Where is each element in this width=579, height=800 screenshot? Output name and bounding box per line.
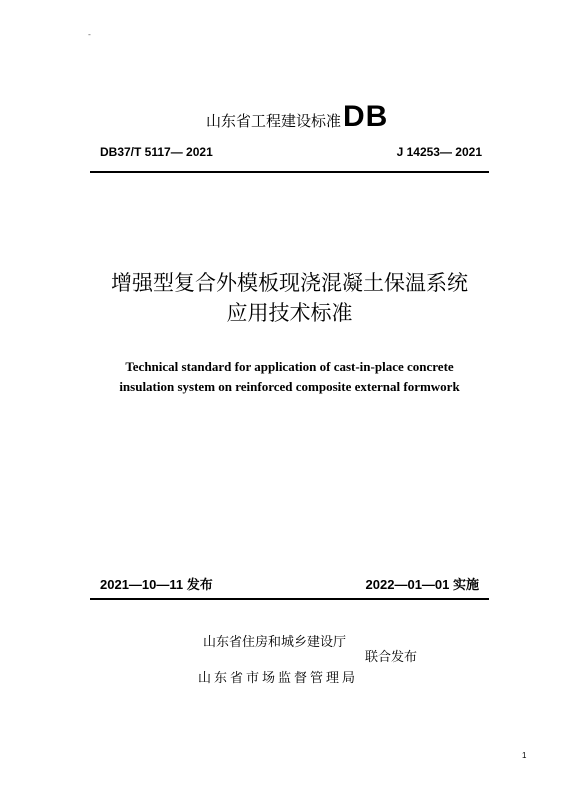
bottom-rule [90,598,489,600]
title-chinese-line-1: 增强型复合外模板现浇混凝土保温系统 [111,271,468,295]
implement-date: 2022—01—01 实施 [365,577,479,592]
title-english-line-2: insulation system on reinforced composite external formwork [119,379,460,394]
issue-date: 2021—10—11 发布 [100,577,213,592]
title-english-line-1: Technical standard for application of cast-in-place concrete [125,359,454,374]
standard-mark: DB [343,100,389,133]
issuer-housing-department: 山东省住房和城乡建设厅 [203,635,347,650]
joint-issue-label: 联合发布 [365,650,418,665]
standard-code: DB37/T 5117— 2021 [100,145,213,159]
standard-header [0,100,579,140]
issuer-market-regulation-bureau: 山东省市场监督管理局 [198,671,359,686]
title-chinese [0,268,579,328]
page-number: 1 [522,751,527,760]
title-english [0,357,579,397]
top-rule [90,171,489,173]
corner-mark: - [88,30,91,39]
record-code: J 14253— 2021 [396,145,482,159]
title-chinese-line-2: 应用技术标准 [226,301,353,325]
standard-series: 山东省工程建设标准 [206,112,342,130]
